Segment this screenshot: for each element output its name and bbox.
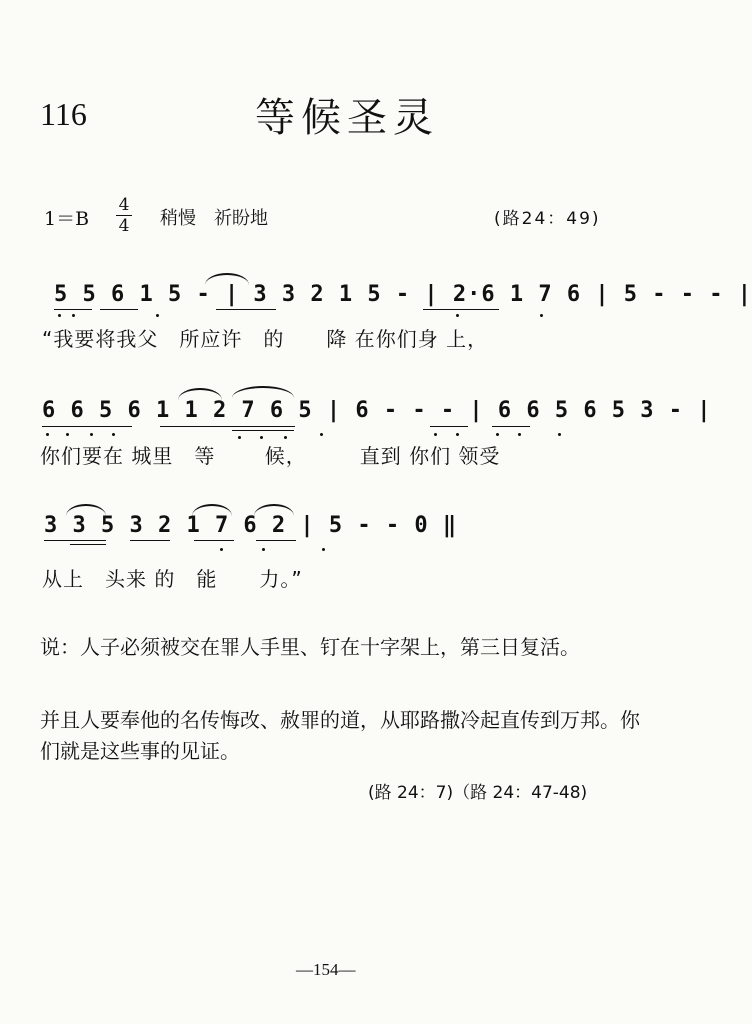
scripture-reference: (路24：49) xyxy=(494,209,601,229)
octave-dot xyxy=(322,548,325,551)
octave-dot xyxy=(46,433,49,436)
octave-dot xyxy=(558,433,561,436)
beam-mark xyxy=(232,430,294,431)
beam-mark xyxy=(42,426,132,427)
octave-dot xyxy=(58,314,61,317)
hymn-number: 116 xyxy=(40,96,87,132)
time-signature xyxy=(116,196,132,235)
beam-mark xyxy=(54,309,92,310)
octave-dot xyxy=(540,314,543,317)
hymn-title: 等候圣灵 xyxy=(255,95,439,141)
slur-mark xyxy=(232,386,294,398)
slur-mark xyxy=(178,388,222,400)
score-notes-line-2: 6 6 5 6 1 1 2 7 6 5 | 6 - - - | 6 6 5 6 5 3 - | xyxy=(42,398,712,423)
score-notes-line-3: 3 3 5 3 2 1 7 6 2 | 5 - - 0 ‖ xyxy=(44,513,458,538)
beam-mark xyxy=(492,426,530,427)
octave-dot xyxy=(72,314,75,317)
octave-dot xyxy=(238,436,241,439)
slur-mark xyxy=(205,273,249,285)
slur-mark xyxy=(66,504,106,516)
octave-dot xyxy=(112,433,115,436)
slur-mark xyxy=(192,504,232,516)
score-notes-line-1: 5 5 6 1 5 - | 3 3 2 1 5 - | 2·6 1 7 6 | 5 - - - | xyxy=(54,282,752,307)
key-signature: 1＝B xyxy=(44,208,90,230)
octave-dot xyxy=(456,314,459,317)
beam-mark xyxy=(430,426,468,427)
slur-mark xyxy=(254,504,294,516)
octave-dot xyxy=(434,433,437,436)
octave-dot xyxy=(156,314,159,317)
scripture-paragraph-1: 说：人子必须被交在罪人手里、钉在十字架上，第三日复活。 xyxy=(40,635,580,659)
octave-dot xyxy=(262,548,265,551)
time-signature-top: 4 xyxy=(118,195,130,215)
beam-mark xyxy=(44,540,106,541)
octave-dot xyxy=(284,436,287,439)
score-lyrics-line-3: 从上 头来 的 能 力。” xyxy=(42,567,303,591)
score-lyrics-line-2: 你们要在 城里 等 候， 直到 你们 领受 xyxy=(40,444,501,468)
beam-mark xyxy=(256,540,296,541)
beam-mark xyxy=(70,544,106,545)
octave-dot xyxy=(66,433,69,436)
octave-dot xyxy=(496,433,499,436)
octave-dot xyxy=(320,433,323,436)
scripture-paragraph-2: 并且人要奉他的名传悔改、赦罪的道，从耶路撒冷起直传到万邦。你们就是这些事的见证。 xyxy=(40,708,640,763)
beam-mark xyxy=(423,309,499,310)
octave-dot xyxy=(456,433,459,436)
octave-dot xyxy=(220,548,223,551)
octave-dot xyxy=(260,436,263,439)
beam-mark xyxy=(216,309,276,310)
beam-mark xyxy=(194,540,234,541)
beam-mark xyxy=(130,540,170,541)
time-signature-bottom: 4 xyxy=(118,216,130,236)
beam-mark xyxy=(100,309,138,310)
beam-mark xyxy=(160,426,295,427)
scripture-paragraph-reference: (路 24：7)（路 24：47-48) xyxy=(368,783,588,803)
score-lyrics-line-1: “我要将我父 所应许 的 降 在你们身 上， xyxy=(42,327,489,351)
page-number: —154— xyxy=(296,960,356,979)
octave-dot xyxy=(518,433,521,436)
octave-dot xyxy=(90,433,93,436)
tempo-marking: 稍慢 祈盼地 xyxy=(160,208,268,229)
